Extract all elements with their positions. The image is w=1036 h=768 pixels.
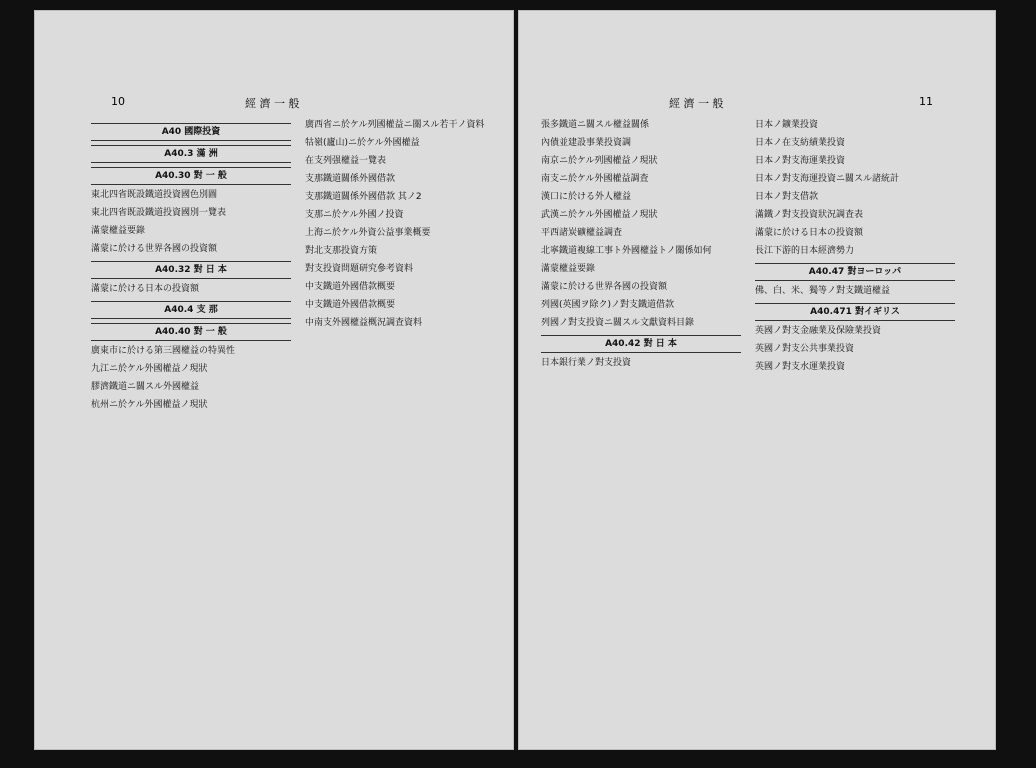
section-heading: A40.3 滿 洲 bbox=[91, 145, 291, 163]
entry-title: 日本ノ在支紡績業投資 bbox=[755, 138, 846, 148]
entry-title: 在支列强權益一覽表 bbox=[305, 156, 387, 166]
entry-title: 支那ニ於ケル外國ノ投資 bbox=[305, 210, 404, 220]
entry-title: 滿蒙權益要錄 bbox=[541, 264, 596, 274]
entry-title: 列國(英國ヲ除ク)ノ對支鐵道借款 bbox=[541, 300, 675, 310]
entry-title: 武漢ニ於ケル外國權益ノ現狀 bbox=[541, 210, 658, 220]
entry-title: 中支鐵道外國借款概要 bbox=[305, 282, 396, 292]
entry-title: 張多鐵道ニ關スル權益關係 bbox=[541, 120, 650, 130]
entry-title: 九江ニ於ケル外國權益ノ現狀 bbox=[91, 364, 208, 374]
entry-title: 英國ノ對支水運業投資 bbox=[755, 362, 846, 372]
right-column-1 bbox=[541, 119, 741, 375]
entry-title: 滿蒙に於ける日本の投資額 bbox=[91, 284, 200, 294]
left-page bbox=[34, 10, 514, 750]
entry-title: 列國ノ對支投資ニ關スル文獻資料目錄 bbox=[541, 318, 695, 328]
entry-title: 膠濟鐵道ニ關スル外國權益 bbox=[91, 382, 200, 392]
entry-title: 南支ニ於ケル外國權益調査 bbox=[541, 174, 649, 184]
page-number: 11 bbox=[919, 95, 933, 108]
entry-title: 漢口に於ける外人權益 bbox=[541, 192, 632, 202]
section-heading: A40.4 支 那 bbox=[91, 301, 291, 319]
entry-title: 對北支那投資方策 bbox=[305, 246, 378, 256]
entry-title: 對支投資問題研究參考資料 bbox=[305, 264, 414, 274]
entry-title: 滿鐵ノ對支投資狀況調査表 bbox=[755, 210, 864, 220]
section-heading: A40.40 對 一 般 bbox=[91, 323, 291, 341]
entry-title: 中支鐵道外國借款概要 bbox=[305, 300, 396, 310]
entry-title: 英國ノ對支公共事業投資 bbox=[755, 344, 855, 354]
entry-title: 北寧鐵道複線工事ト外國權益トノ關係如何 bbox=[541, 246, 712, 256]
entry-title: 支那鐵道關係外國借款 bbox=[305, 174, 396, 184]
left-column-1 bbox=[91, 119, 291, 417]
entry-title: 牯嶺(廬山)ニ於ケル外國權益 bbox=[305, 138, 420, 148]
entry-title: 上海ニ於ケル外資公益事業概要 bbox=[305, 228, 431, 238]
entry-title: 佛、白、米、獨等ノ對支鐵道權益 bbox=[755, 286, 891, 296]
right-page bbox=[518, 10, 996, 750]
entry-title: 日本ノ鑛業投資 bbox=[755, 120, 819, 130]
entry-title: 滿蒙權益要錄 bbox=[91, 226, 146, 236]
entry-title: 滿蒙に於ける日本の投資額 bbox=[755, 228, 864, 238]
entry-title: 東北四省既設鐵道投資國別一覽表 bbox=[91, 208, 227, 218]
left-column-2 bbox=[305, 119, 505, 335]
entry-title: 中南支外國權益概況調査資料 bbox=[305, 318, 423, 328]
entry-title: 廣西省ニ於ケル列國權益ニ關スル若干ノ資料 bbox=[305, 120, 485, 130]
right-column-2 bbox=[755, 119, 955, 379]
section-heading: A40.30 對 一 般 bbox=[91, 167, 291, 185]
section-heading: A40.42 對 日 本 bbox=[541, 335, 741, 353]
entry-title: 支那鐵道關係外國借款 其ノ2 bbox=[305, 192, 422, 202]
entry-title: 日本ノ對支借款 bbox=[755, 192, 819, 202]
entry-title: 滿蒙に於ける世界各國の投資額 bbox=[91, 244, 218, 254]
section-heading: A40.32 對 日 本 bbox=[91, 261, 291, 279]
page-number: 10 bbox=[111, 95, 125, 108]
entry-title: 日本ノ對支海運業投資 bbox=[755, 156, 846, 166]
running-title: 經 濟 一 般 bbox=[245, 97, 300, 110]
entry-title: 長江下游的日本經濟勢力 bbox=[755, 246, 855, 256]
entry-title: 滿蒙に於ける世界各國の投資額 bbox=[541, 282, 668, 292]
entry-title: 英國ノ對支金融業及保險業投資 bbox=[755, 326, 882, 336]
entry-title: 東北四省既設鐵道投資國色別圖 bbox=[91, 190, 218, 200]
entry-title: 內債並建設事業投資調 bbox=[541, 138, 632, 148]
entry-title: 杭州ニ於ケル外國權益ノ現狀 bbox=[91, 400, 208, 410]
section-heading: A40.471 對イギリス bbox=[755, 303, 955, 321]
entry-title: 廣東市に於ける第三國權益の特異性 bbox=[91, 346, 236, 356]
entry-title: 日本銀行業ノ對支投資 bbox=[541, 358, 632, 368]
section-heading: A40 國際投資 bbox=[91, 123, 291, 141]
entry-title: 日本ノ對支海運投資ニ關スル諸統計 bbox=[755, 174, 900, 184]
running-title: 經 濟 一 般 bbox=[669, 97, 724, 110]
entry-title: 南京ニ於ケル列國權益ノ現狀 bbox=[541, 156, 658, 166]
entry-title: 平西諸炭礦權益調査 bbox=[541, 228, 623, 238]
section-heading: A40.47 對ヨーロッパ bbox=[755, 263, 955, 281]
